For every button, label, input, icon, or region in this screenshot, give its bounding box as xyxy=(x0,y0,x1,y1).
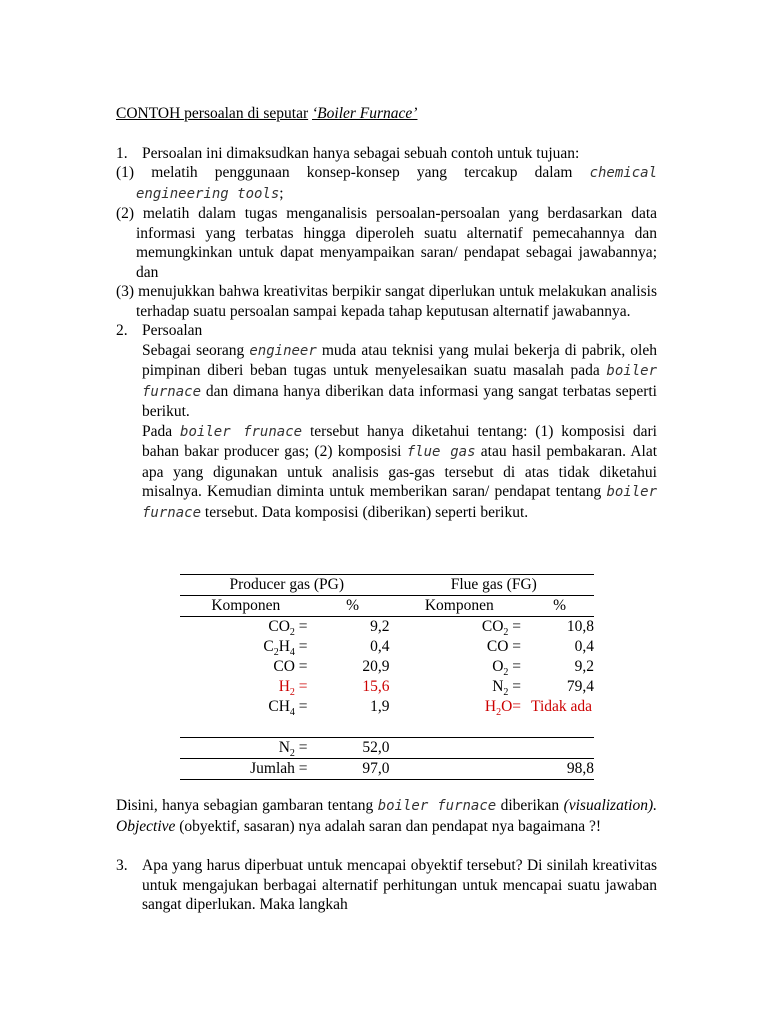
table-row: $CH_4$ = 1,9 $H_2O=$ Tidak ada xyxy=(180,697,594,738)
table-row: $CO_2$ = 9,2 $CO_2$ = 10,8 xyxy=(268,618,594,639)
section-2-paragraph-2: Pada boiler frunace tersebut hanya diketahui tentang: (1) komposisi dari bahan bakar producer gas; (2) komposisi flue gas atau hasil pembakaran. Alat apa yang digunakan untuk analisis gas-gas tersebut di atas tidak diketahui misalnya. Kemudian diminta untuk memberikan saran/ pendapat tentang boiler furnace tersebut. Data komposisi (diberikan) seperti berikut. xyxy=(142,422,658,521)
section-3: 3. Apa yang harus diperbuat untuk mencapai obyektif tersebut? Di sinilah kreativitas untuk mengajukan berbagai alternatif perhitungan untuk mencapai suatu jawaban sangat diperlukan. Maka langkah xyxy=(116,857,657,913)
document-body xyxy=(116,104,657,523)
section-1-number: 1. xyxy=(116,144,128,162)
section-1 xyxy=(116,144,657,164)
fg-header: Flue gas (FG) xyxy=(394,575,594,596)
pg-col-pct: % xyxy=(312,596,394,617)
visualization-paragraph: Disini, hanya sebagian gambaran tentang boiler furnace diberikan (visualization). Objective (obyektif, sasaran) nya adalah saran dan pendapat nya bagaimana ?! xyxy=(116,797,657,835)
after-table-section xyxy=(116,796,657,915)
pg-header: Producer gas (PG) xyxy=(180,575,394,596)
section-1-intro: Persoalan ini dimaksudkan hanya sebagai sebuah contoh untuk tujuan: xyxy=(142,144,580,162)
term-chemical-engineering-tools: chemical engineering tools xyxy=(136,165,657,202)
title-topic: ‘Boiler Furnace’ xyxy=(312,105,418,122)
table-row: $H_2$ = 15,6 $N_2$ = 79,4 xyxy=(180,677,594,697)
fg-col-pct: % xyxy=(525,596,594,617)
h2o-highlight: $H_2O=$ xyxy=(394,697,526,738)
table-total-row: Jumlah = 97,0 98,8 xyxy=(180,759,594,780)
table-row: CO = 20,9 $O_2$ = 9,2 xyxy=(273,658,594,679)
objective-item-2: (2) melatih dalam tugas menganalisis persoalan-persoalan yang berdasarkan data informasi yang terbatas hingga diperoleh suatu alternatif pemecahannya dan memungkinkan untuk dapat menyampaikan saran/ pendapat sebagai jawabannya; dan xyxy=(116,205,658,281)
fg-col-komponen: Komponen xyxy=(394,596,526,617)
table-row: $C_2H_4$ = 0,4 CO = 0,4 xyxy=(263,638,594,659)
table-row: $N_2$ = 52,0 xyxy=(278,739,390,760)
objective-item-3: (3) menujukkan bahwa kreativitas berpikir sangat diperlukan untuk melakukan analisis terhadap suatu persoalan sampai kepada tahap keputusan alternatif jawabannya. xyxy=(116,283,657,320)
section-2-paragraph-1: Sebagai seorang engineer muda atau teknisi yang mulai bekerja di pabrik, oleh pimpinan diberi beban tugas untuk menyelesaikan suatu masalah pada boiler furnace dan dimana hanya diberikan data informasi yang sangat terbatas seperti berikut. xyxy=(142,341,657,420)
h2-highlight: $H_2$ = xyxy=(278,678,308,699)
pg-col-komponen: Komponen xyxy=(180,596,312,617)
composition-table xyxy=(180,574,594,780)
section-2-heading: Persoalan xyxy=(142,322,203,339)
document-title: CONTOH persoalan di seputar ‘Boiler Furnace’ xyxy=(116,105,418,122)
section-3-text: Apa yang harus diperbuat untuk mencapai obyektif tersebut? Di sinilah kreativitas untuk mengajukan berbagai alternatif perhitungan untuk mencapai suatu jawaban sangat diperlukan. Maka langkah xyxy=(142,857,657,913)
section-2: 2. Persoalan xyxy=(116,321,657,341)
objective-item-1: (1) melatih penggunaan konsep-konsep yang tercakup dalam chemical engineering tools; xyxy=(116,164,657,202)
